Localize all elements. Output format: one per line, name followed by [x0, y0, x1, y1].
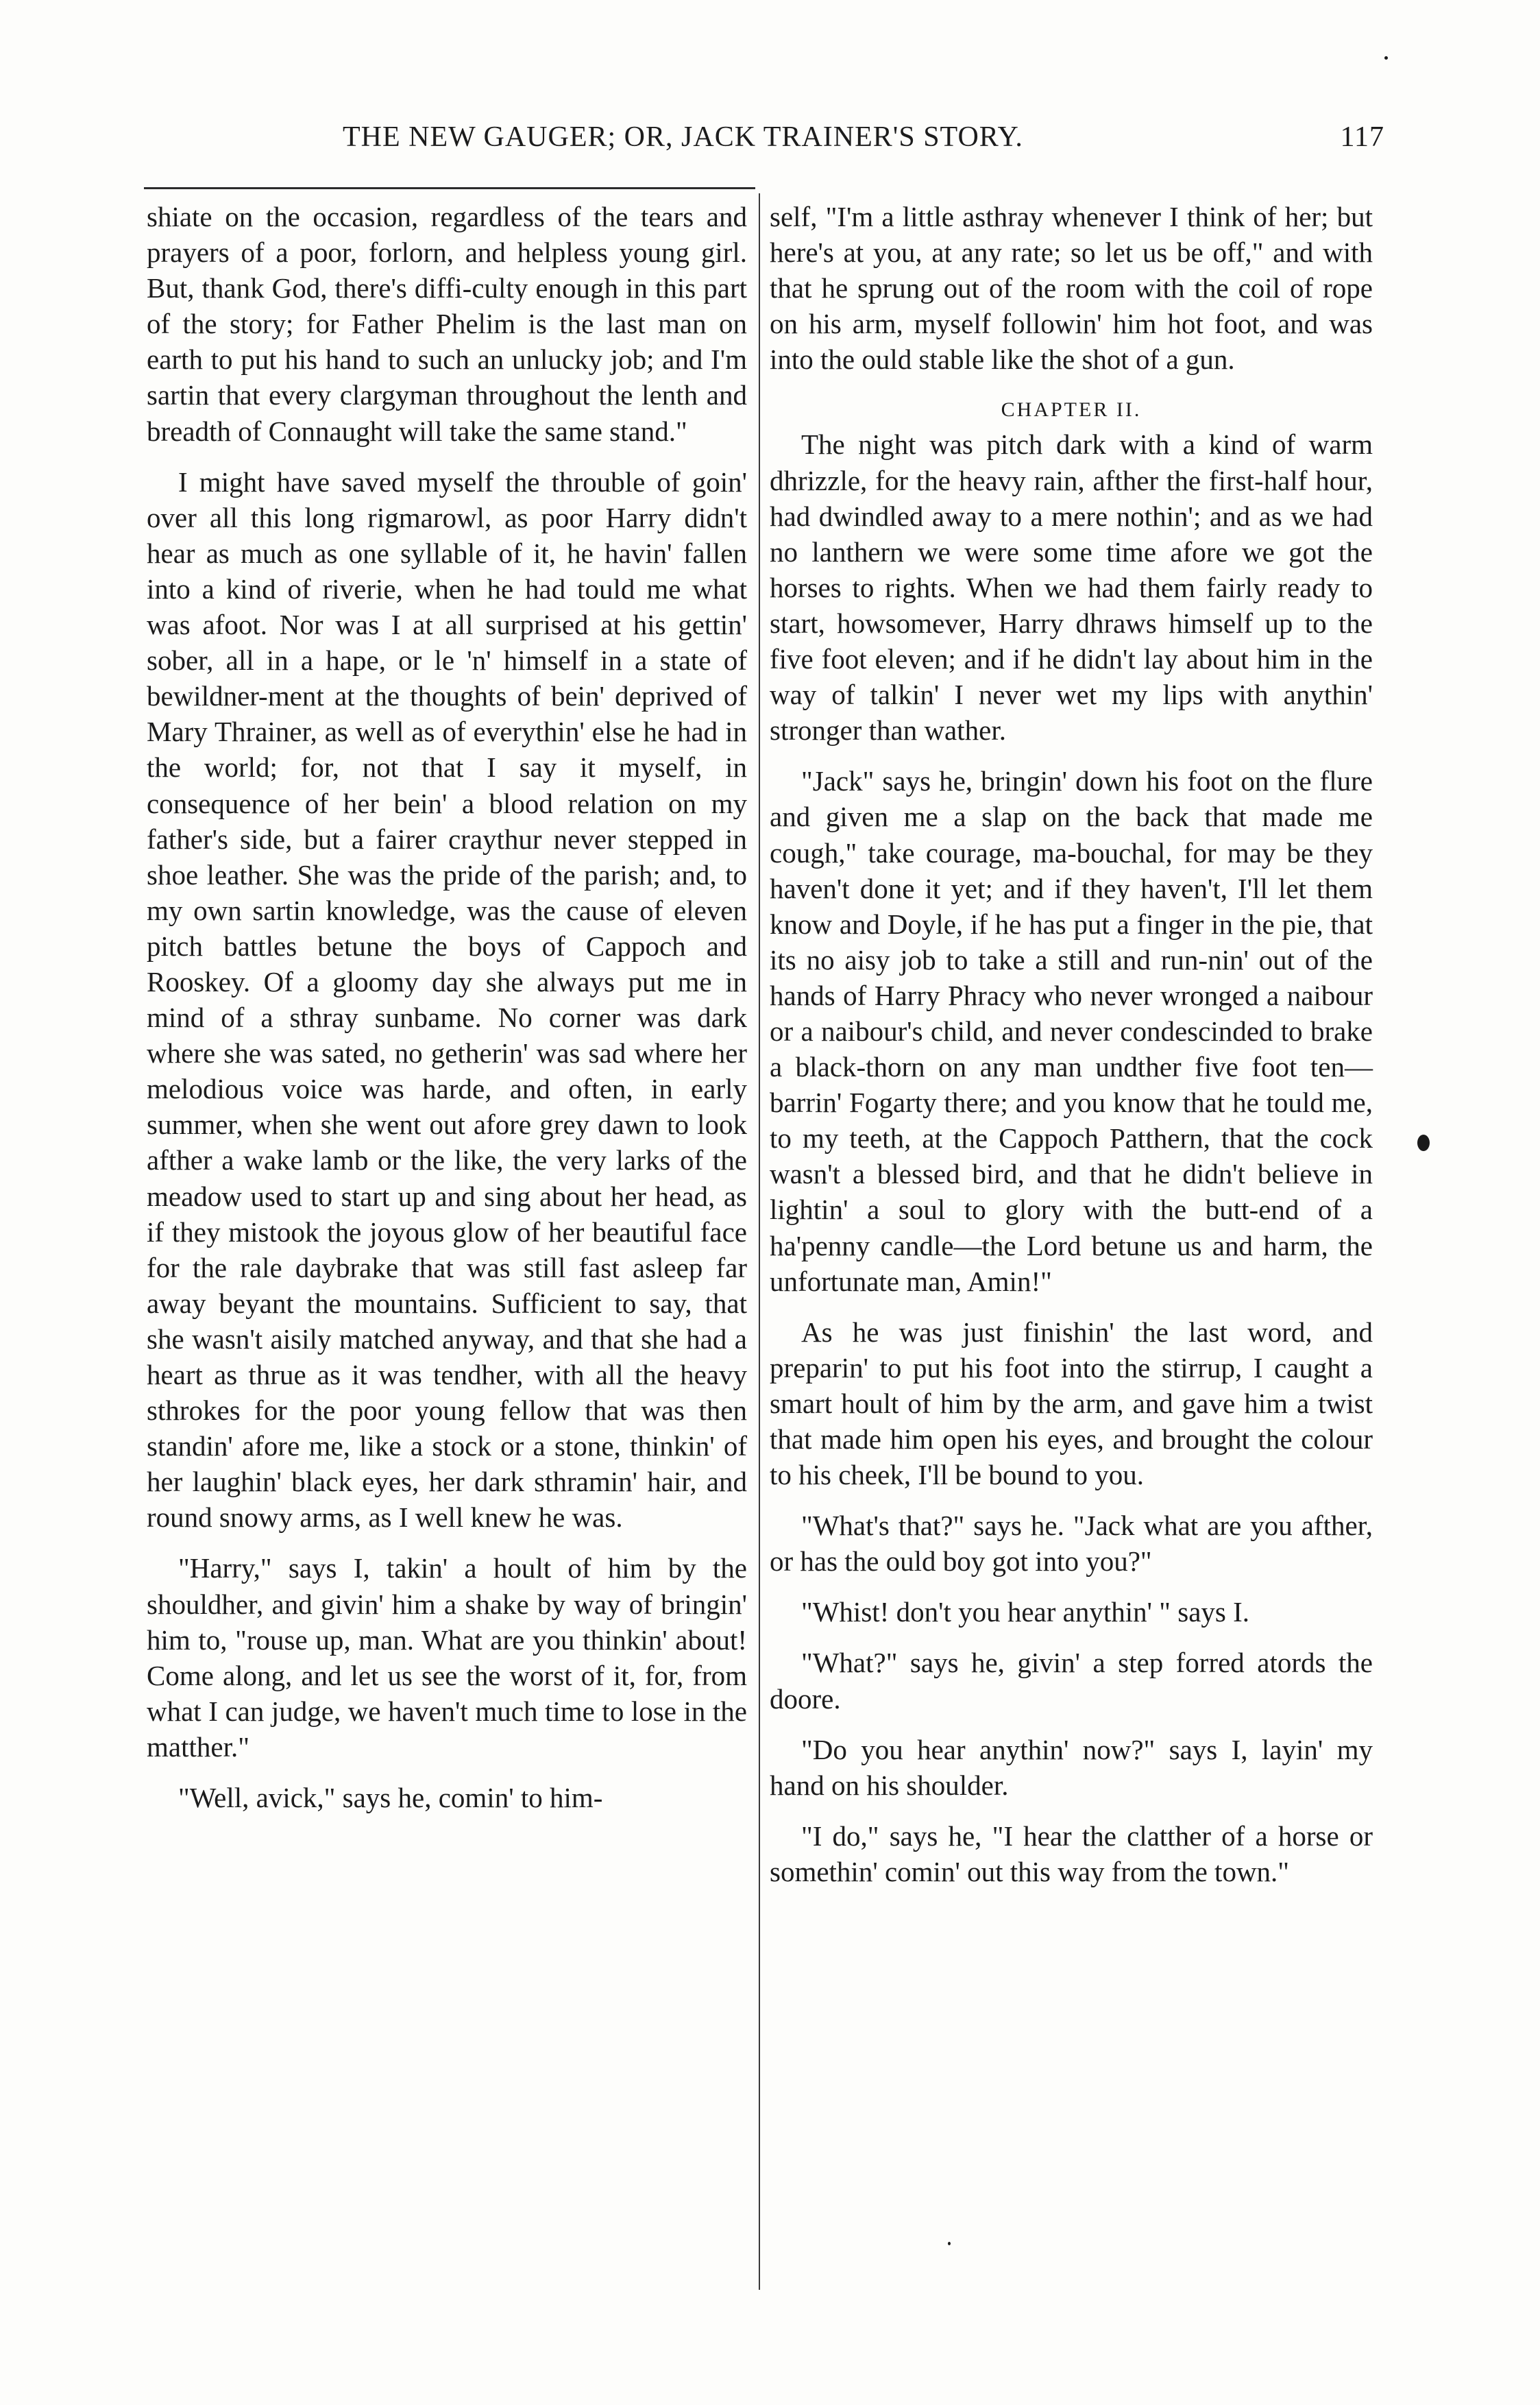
right-opening-paragraph: self, "I'm a little asthray whenever I think of her; but here's at you, at any rate; so let us be off," and with that he sprung out of the room with the coil of rope on his arm, myself followin' him hot foot, and was into the ould stable like the shot of a gun. — [770, 201, 1373, 376]
running-title: THE NEW GAUGER; OR, JACK TRAINER'S STORY. — [343, 121, 1023, 153]
right-paragraph-4: "What's that?" says he. "Jack what are you afther, or has the ould boy got into you?" — [770, 1510, 1373, 1578]
page-number: 117 — [1340, 121, 1384, 153]
ink-speck-mark — [1417, 1135, 1430, 1151]
left-paragraph-3: "Harry," says I, takin' a hoult of him by the shouldher, and givin' him a shake by way of bringin' him to, "rouse up, man. What are you thinkin' about! Come along, and let us see the worst of it, for, from what I can judge, we haven't much time to lose in the matther." — [147, 1552, 747, 1763]
ink-speck-small — [1384, 56, 1388, 60]
right-paragraph-2: "Jack" says he, bringin' down his foot on the flure and given me a slap on the back that made me cough," take courage, ma-bouchal, for may be they haven't done it yet; and if they haven't, I'll let them know and Doyle, if he has put a finger in the pie, that its no aisy job to take a still and run-nin' out of the hands of Harry Phracy who never wronged a naibour or a naibour's child, and never condescinded to brake a black-thorn on any man undther five foot ten—barrin' Fogarty there; and you know that he tould me, to my teeth, at the Cappoch Patthern, that the cock wasn't a blessed bird, and that he didn't believe in lightin' a soul to glory with the butt-end of a ha'penny candle—the Lord betune us and harm, the unfortunate man, Amin!" — [770, 765, 1373, 1297]
left-column — [147, 199, 747, 1815]
right-paragraph-1: The night was pitch dark with a kind of warm dhrizzle, for the heavy rain, afther the first-half hour, had dwindled away to a mere nothin'; and as we had no lanthern we were some time afore we got the horses to rights. When we had them fairly ready to start, howsomever, Harry dhraws himself up to the five foot eleven; and if he didn't lay about him in the way of talkin' I never wet my lips with anythin' stronger than wather. — [770, 428, 1373, 747]
right-paragraph-6: "What?" says he, givin' a step forred atords the doore. — [770, 1647, 1373, 1715]
right-column — [770, 199, 1373, 1889]
right-paragraph-5: "Whist! don't you hear anythin' " says I. — [801, 1596, 1250, 1628]
right-paragraph-8: "I do," says he, "I hear the clatther of a horse or somethin' comin' out this way from the town." — [770, 1820, 1373, 1887]
left-paragraph-4: "Well, avick," says he, comin' to him- — [178, 1782, 603, 1814]
right-paragraph-3: As he was just finishin' the last word, and preparin' to put his foot into the stirrup, I caught a smart hoult of him by the arm, and gave him a twist that made him open his eyes, and brought the colour to his cheek, I'll be bound to you. — [770, 1316, 1373, 1491]
column-divider — [759, 193, 760, 2290]
left-paragraph-2: I might have saved myself the throuble of goin' over all this long rigmarowl, as poor Harry didn't hear as much as one syllable of it, he havin' fallen into a kind of riverie, when he had tould me what was afoot. Nor was I at all surprised at his gettin' sober, all in a hape, or le 'n' himself in a state of bewildner-ment at the thoughts of bein' deprived of Mary Thrainer, as well as of everythin' else he had in the world; for, not that I say it myself, in consequence of her bein' a blood relation on my father's side, but a fairer craythur never stepped in shoe leather. She was the pride of the parish; and, to my own sartin knowledge, was the cause of eleven pitch battles betune the boys of Cappoch and Rooskey. Of a gloomy day she always put me in mind of a sthray sunbame. No corner was dark where she was sated, no getherin' was sad where her melodious voice was harde, and often, in early summer, when she went out afore grey dawn to look afther a wake lamb or the like, the very larks of the meadow used to start up and sing about her head, as if they mistook the joyous glow of her beautiful face for the rale daybrake that was still fast asleep far away beyant the mountains. Sufficient to say, that she wasn't aisily matched anyway, and that she had a heart as thrue as it was tendher, with all the heavy sthrokes for the poor young fellow that was then standin' afore me, like a stock or a stone, thinkin' of her laughin' black eyes, her dark sthramin' hair, and round snowy arms, as I well knew he was. — [147, 466, 747, 1534]
chapter-heading: CHAPTER II. — [1001, 398, 1142, 422]
header-rule — [144, 187, 755, 189]
right-paragraph-7: "Do you hear anythin' now?" says I, layin' my hand on his shoulder. — [770, 1733, 1373, 1801]
left-paragraph-1: shiate on the occasion, regardless of the tears and prayers of a poor, forlorn, and helpless young girl. But, thank God, there's diffi-culty enough in this part of the story; for Father Phelim is the last man on earth to put his hand to such an unlucky job; and I'm sartin that every clargyman throughout the lenth and breadth of Connaught will take the same stand." — [147, 201, 747, 447]
ink-speck-bottom — [948, 2242, 951, 2245]
running-head — [343, 121, 1384, 162]
